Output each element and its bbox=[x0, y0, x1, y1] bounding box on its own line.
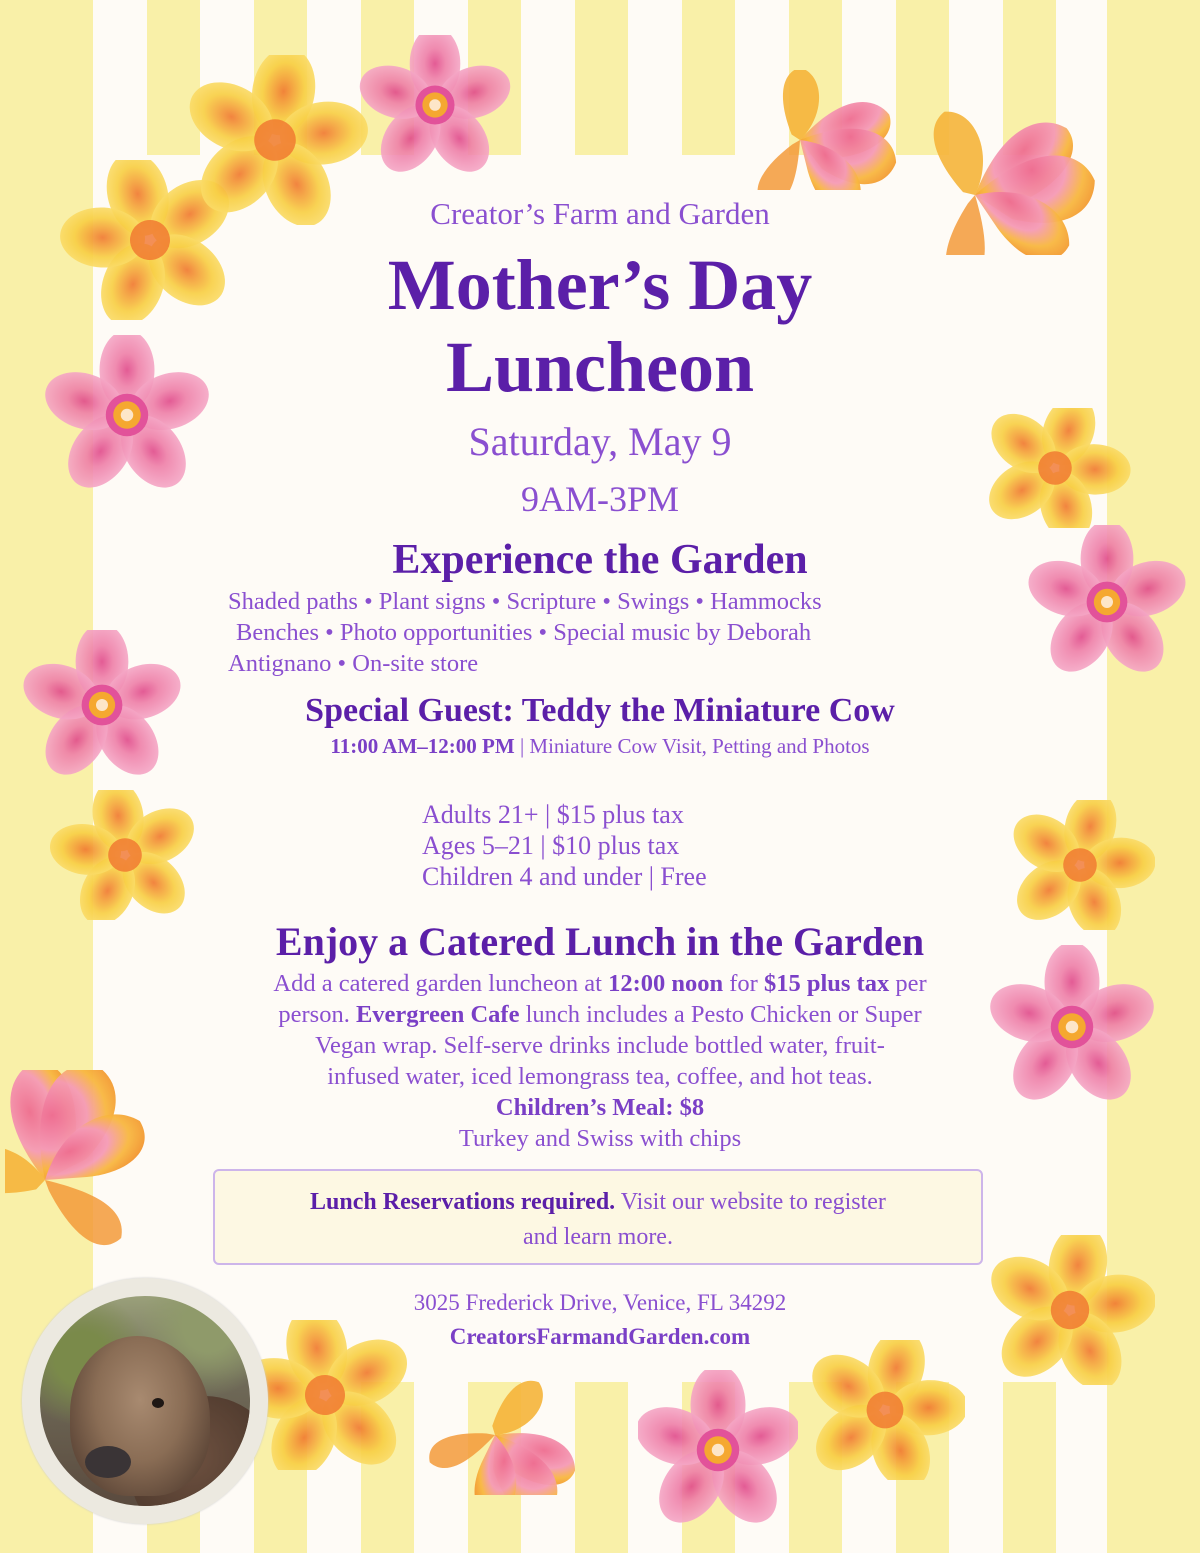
yellow-flower-icon bbox=[1005, 800, 1155, 930]
pink-flower-icon bbox=[985, 945, 1160, 1110]
pink-orange-bloom-icon bbox=[5, 1070, 180, 1285]
page-title-line1: Mother’s Day bbox=[387, 245, 813, 325]
children-meal-description: Turkey and Swiss with chips bbox=[458, 1125, 742, 1152]
address: 3025 Frederick Drive, Venice, FL 34292 bbox=[413, 1290, 787, 1315]
price-row: Ages 5–21 | $10 plus tax bbox=[422, 831, 680, 860]
pink-flower-icon bbox=[638, 1370, 798, 1530]
event-hours: 9AM-3PM bbox=[520, 479, 680, 519]
pricing-list bbox=[422, 799, 707, 892]
special-guest-heading: Special Guest: Teddy the Miniature Cow bbox=[305, 692, 895, 729]
experience-line: Benches • Photo opportunities • Special music by Deborah bbox=[236, 619, 812, 646]
experience-list bbox=[228, 586, 958, 679]
yellow-flower-icon bbox=[805, 1340, 965, 1480]
website-link[interactable]: CreatorsFarmandGarden.com bbox=[449, 1324, 751, 1349]
experience-line: Antignano • On-site store bbox=[228, 650, 479, 677]
orange-lily-icon bbox=[395, 1375, 585, 1495]
yellow-flower-icon bbox=[50, 790, 200, 920]
experience-line: Shaded paths • Plant signs • Scripture • Swings • Hammocks bbox=[228, 588, 822, 615]
organization-name: Creator’s Farm and Garden bbox=[430, 196, 770, 231]
event-date: Saturday, May 9 bbox=[468, 419, 732, 464]
price-row: Adults 21+ | $15 plus tax bbox=[422, 800, 684, 829]
special-guest-schedule: 11:00 AM–12:00 PM | Miniature Cow Visit, Petting and Photos bbox=[330, 734, 870, 758]
lunch-description: Add a catered garden luncheon at 12:00 noon for $15 plus tax per person. Evergreen Cafe lunch includes a Pesto Chicken or Super Vegan wrap. Self-serve drinks include bottled water, fruit- infused water, iced lemongrass tea, coffee, and hot teas. Children’s Meal: $8 Turkey and Swiss with chips bbox=[205, 968, 995, 1154]
reservation-notice: Lunch Reservations required. Visit our website to register and learn more. bbox=[213, 1169, 983, 1265]
guest-description: Miniature Cow Visit, Petting and Photos bbox=[529, 734, 870, 758]
children-meal: Children’s Meal: $8 bbox=[495, 1094, 705, 1121]
price-row: Children 4 and under | Free bbox=[422, 862, 707, 891]
guest-time: 11:00 AM–12:00 PM bbox=[330, 734, 515, 758]
lunch-heading: Enjoy a Catered Lunch in the Garden bbox=[275, 919, 925, 964]
pink-flower-icon bbox=[355, 35, 515, 175]
orange-lily-icon bbox=[700, 70, 900, 190]
experience-heading: Experience the Garden bbox=[392, 537, 808, 583]
page-title-line2: Luncheon bbox=[445, 327, 755, 407]
